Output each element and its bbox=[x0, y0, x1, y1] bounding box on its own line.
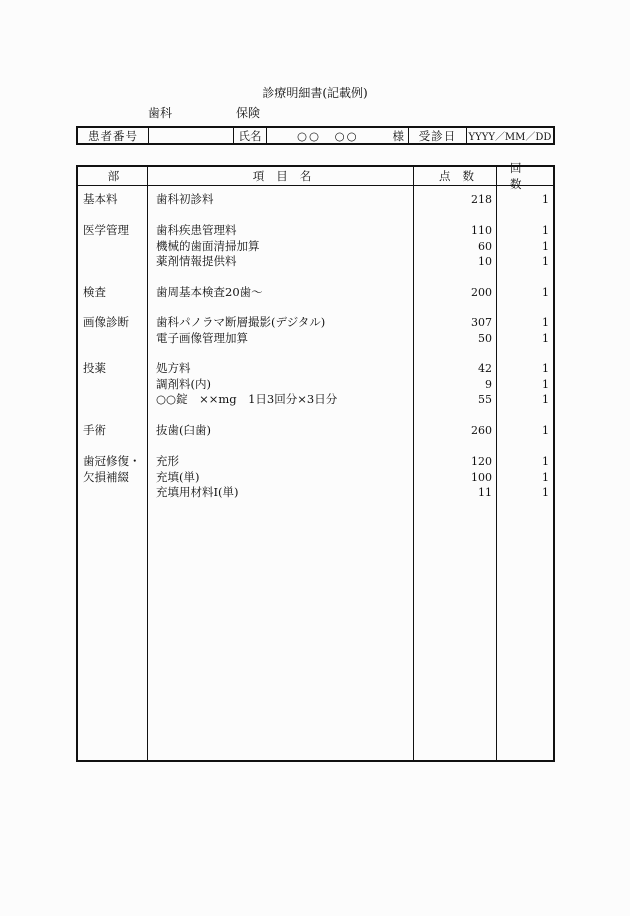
row-points: 120 bbox=[471, 455, 492, 468]
table-row bbox=[78, 392, 553, 408]
row-item: 充填(単) bbox=[156, 469, 200, 484]
patient-number-field[interactable] bbox=[149, 128, 234, 143]
row-count: 1 bbox=[542, 455, 549, 468]
row-department: 医学管理 bbox=[83, 223, 129, 237]
billing-details-table bbox=[76, 161, 555, 762]
row-points: 55 bbox=[478, 393, 492, 406]
document-title bbox=[0, 84, 630, 101]
patient-number-label: 患者番号 bbox=[78, 128, 149, 143]
row-department: 歯冠修復・ bbox=[83, 454, 141, 468]
row-points: 218 bbox=[471, 193, 492, 206]
row-points: 11 bbox=[478, 486, 492, 499]
row-item: 薬剤情報提供料 bbox=[156, 254, 237, 268]
row-points: 100 bbox=[471, 470, 492, 484]
table-row bbox=[78, 485, 553, 501]
row-item: 抜歯(臼歯) bbox=[156, 423, 211, 437]
row-points: 307 bbox=[471, 316, 492, 329]
patient-name-value: ○○ ○○ bbox=[297, 128, 359, 143]
row-count: 1 bbox=[542, 362, 549, 375]
row-item: 電子画像管理加算 bbox=[156, 330, 248, 345]
row-count: 1 bbox=[542, 486, 549, 499]
table-row bbox=[78, 239, 553, 255]
row-department: 基本料 bbox=[83, 192, 118, 206]
row-item: 機械的歯面清掃加算 bbox=[156, 238, 260, 253]
row-item: 歯科初診料 bbox=[156, 192, 214, 206]
row-item: 歯科パノラマ断層撮影(デジタル) bbox=[156, 315, 326, 329]
table-row bbox=[78, 454, 553, 470]
table-row bbox=[78, 223, 553, 239]
name-field[interactable] bbox=[267, 128, 409, 143]
table-row bbox=[78, 361, 553, 377]
row-count: 1 bbox=[542, 316, 549, 329]
row-item: 充形 bbox=[156, 454, 179, 468]
row-department: 画像診断 bbox=[83, 315, 129, 329]
row-count: 1 bbox=[542, 377, 549, 391]
row-item: 充填用材料Ⅰ(単) bbox=[156, 485, 239, 499]
honorific-label: 様 bbox=[392, 128, 404, 143]
table-row bbox=[78, 470, 553, 486]
table-row bbox=[78, 285, 553, 301]
row-item: 歯科疾患管理料 bbox=[156, 223, 237, 237]
row-count: 1 bbox=[542, 393, 549, 406]
row-department: 投薬 bbox=[83, 361, 106, 375]
row-count: 1 bbox=[542, 224, 549, 237]
row-points: 50 bbox=[478, 331, 492, 345]
row-points: 200 bbox=[471, 286, 492, 299]
document-title-text: 診療明細書(記載例) bbox=[262, 86, 368, 100]
header-count: 回数 bbox=[510, 161, 534, 191]
row-points: 9 bbox=[485, 377, 492, 391]
row-count: 1 bbox=[542, 193, 549, 206]
table-row bbox=[78, 331, 553, 347]
row-department: 欠損補綴 bbox=[83, 469, 129, 484]
row-count: 1 bbox=[542, 286, 549, 299]
row-points: 10 bbox=[478, 255, 492, 268]
row-department: 手術 bbox=[83, 423, 106, 437]
row-item: 歯周基本検査20歯～ bbox=[156, 285, 263, 299]
header-item-name: 項目名 bbox=[252, 169, 324, 183]
table-row bbox=[78, 377, 553, 393]
table-row bbox=[78, 315, 553, 331]
row-points: 42 bbox=[478, 362, 492, 375]
visit-date-field[interactable]: YYYY／MM／DD bbox=[468, 132, 552, 143]
row-item: 調剤料(内) bbox=[156, 376, 211, 391]
table-row bbox=[78, 423, 553, 439]
row-item: ○○錠 ××mg 1日3回分×3日分 bbox=[156, 392, 338, 406]
header-department: 部 bbox=[107, 169, 120, 183]
header-points: 点数 bbox=[439, 169, 486, 183]
row-points: 260 bbox=[471, 424, 492, 437]
insurance-label: 保険 bbox=[236, 106, 261, 120]
name-label: 氏名 bbox=[234, 128, 267, 143]
row-points: 110 bbox=[471, 224, 492, 237]
row-points: 60 bbox=[478, 239, 492, 253]
patient-info-bar bbox=[76, 126, 555, 145]
row-item: 処方料 bbox=[156, 361, 191, 375]
row-count: 1 bbox=[542, 470, 549, 484]
table-row bbox=[78, 192, 553, 208]
visit-date-label: 受診日 bbox=[409, 128, 467, 143]
row-count: 1 bbox=[542, 331, 549, 345]
department-label: 歯科 bbox=[148, 106, 173, 120]
row-count: 1 bbox=[542, 424, 549, 437]
row-department: 検査 bbox=[83, 285, 106, 299]
row-count: 1 bbox=[542, 239, 549, 253]
header-divider bbox=[78, 185, 553, 186]
row-count: 1 bbox=[542, 255, 549, 268]
table-row bbox=[78, 254, 553, 270]
